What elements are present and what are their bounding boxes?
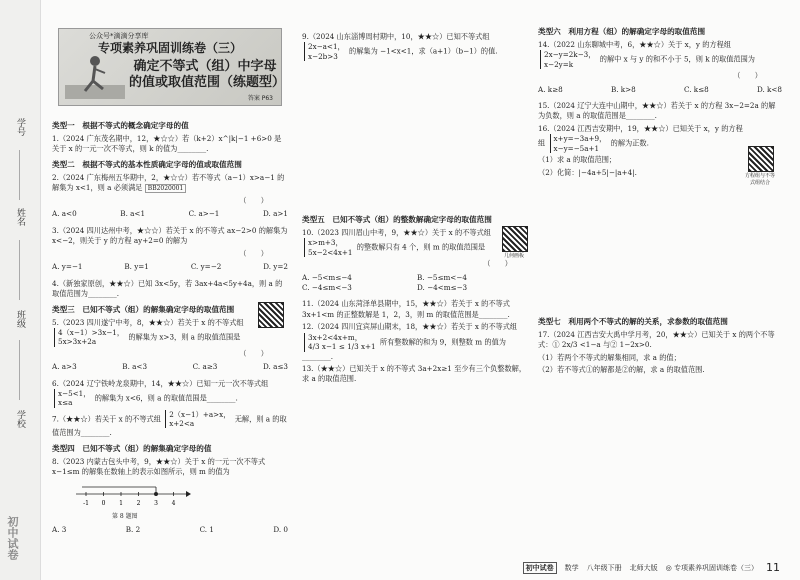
system-line-2: x−2b>3 <box>308 51 338 61</box>
question-1: 1.（2024 广东茂名期中，12，★☆☆）若（k+2）x^|k|−1 +6>0 是关于 x 的一元一次不等式，则 k 的值为________. <box>52 134 282 154</box>
question-16-tail: 的解为正数. <box>610 138 649 148</box>
question-13: 13.（★★☆）已知关于 x 的不等式 3a+2x≥1 至少有三个负整数解，求 a 的取值范围. <box>302 363 527 384</box>
question-10-options <box>302 273 532 294</box>
question-10-text: 10.（2023 四川眉山中考，9，★★☆）关于 x 的不等式组 <box>302 228 491 237</box>
question-17-part-1: （1）若两个不等式的解集相同，求 a 的值； <box>538 352 681 362</box>
option-d: D. −4<m≤−3 <box>417 283 468 293</box>
question-12 <box>302 322 532 362</box>
question-9 <box>302 32 532 61</box>
tick-label: 4 <box>171 499 176 507</box>
binding-mark: 初中试卷 <box>6 516 19 560</box>
publisher-label: 公众号*滴滴分享库 <box>89 32 149 40</box>
section-type-1: 类型一 根据不等式的概念确定字母的值 <box>52 121 189 130</box>
option-c: C. y=−2 <box>190 262 222 272</box>
qr-code[interactable] <box>258 302 284 328</box>
qr-code[interactable] <box>502 226 528 252</box>
question-12-text: 12.（2024 四川宜宾屏山期末，18，★★☆）若关于 x 的不等式组 <box>302 322 518 332</box>
question-7-tail: 无解，则 a 的取值范围为________. <box>52 414 287 438</box>
column-right-lower <box>538 312 782 378</box>
question-3: 3.（2024 四川达州中考，★☆☆）若关于 x 的不等式 ax−2>0 的解集为 x<−2，则关于 y 的方程 ay+2=0 的解为 <box>52 225 288 246</box>
qr-code[interactable] <box>748 146 774 172</box>
question-5-options <box>52 362 288 372</box>
question-4: 4.（新独家原创，★★☆）已知 3x<5y，若 3ax+4a<5y+4a，则 a 的取值范围为________. <box>52 278 283 299</box>
question-15: 15.（2024 辽宁大连中山期中，★★☆）若关于 x 的方程 3x−2=2a 的解为负数，则 a 的取值范围是________. <box>538 101 776 121</box>
binding-line <box>19 150 20 200</box>
question-14-tail: 的解中 x 与 y 的和不小于 5，则 k 的取值范围为 <box>599 54 755 64</box>
question-11: 11.（2024 山东菏泽单县期中，15，★★☆）若关于 x 的不等式 3x+1<m 的正整数解是 1，2，3，则 m 的取值范围是________. <box>302 299 510 319</box>
question-16-part-1: （1）求 a 的取值范围； <box>538 155 617 165</box>
question-17-text: 17.（2024 江西吉安大禹中学月考，20，★★☆）已知关于 x 的两个不等式：① <box>538 330 775 350</box>
page-footer <box>523 561 780 574</box>
column-left <box>52 116 288 541</box>
section-type-6: 类型六 利用方程（组）的解确定字母的取值范围 <box>538 27 706 36</box>
binding-margin <box>0 0 41 580</box>
inequality-system <box>165 410 230 429</box>
option-b: B. a<3 <box>122 362 148 372</box>
title-banner <box>58 28 286 106</box>
question-14 <box>538 40 782 69</box>
field-class: 班级 <box>15 310 25 328</box>
system-line-1: 2（x−1）+a>x， <box>169 409 231 419</box>
option-a: A. a>3 <box>52 362 77 372</box>
question-8-options <box>52 525 288 535</box>
question-2-options <box>52 209 288 219</box>
question-6-tail: 的解集为 x<6，则 a 的取值范围是________. <box>94 393 238 403</box>
question-8: 8.（2023 内蒙古包头中考，9，★★☆）关于 x 的一元一次不等式 x−1≤m 的解集在数轴上的表示如图所示，则 m 的值为 <box>52 456 266 477</box>
system-line-2: x−2y=k <box>544 59 574 69</box>
question-6-text: 6.（2024 辽宁铁岭龙泉期中，14，★★☆）已知一元一次不等式组 <box>52 378 269 388</box>
question-7 <box>52 410 288 439</box>
tick-label: 1 <box>119 499 123 507</box>
answer-paren: （ ） <box>483 259 512 269</box>
option-d: D. y=2 <box>263 262 288 272</box>
option-b: B. a<1 <box>120 209 146 219</box>
question-5 <box>52 318 288 347</box>
question-3-options <box>52 262 288 272</box>
footer-subject: 数学 <box>564 563 579 572</box>
option-a: A. k≥8 <box>538 84 563 94</box>
system-line-1: x+y=−3a+9， <box>553 134 607 144</box>
question-10 <box>302 228 532 257</box>
runner-figure <box>65 51 125 99</box>
option-c: C. 1 <box>199 524 214 534</box>
system-line-2: 4/3 x−1 ≤ 1/3 x+1 <box>308 342 376 352</box>
footer-brand: 初中试卷 <box>523 562 557 574</box>
number-line-figure <box>72 484 288 522</box>
system-line-1: 2x−y=2k−3， <box>544 50 596 60</box>
option-b: B. 2 <box>125 524 141 534</box>
section-type-3: 类型三 已知不等式（组）的解集确定字母的取值范围 <box>52 304 235 314</box>
section-type-2: 类型二 根据不等式的基本性质确定字母的值或取值范围 <box>52 159 242 169</box>
inequality-system <box>304 238 352 257</box>
equation-system <box>550 134 607 153</box>
option-b: B. −5≤m<−4 <box>417 272 467 282</box>
section-type-5: 类型五 已知不等式（组）的整数解确定字母的取值范围 <box>302 215 492 224</box>
question-17-part-2: （2）若不等式①的解都是②的解，求 a 的取值范围. <box>538 365 705 375</box>
column-right <box>538 22 782 180</box>
question-17 <box>538 330 782 351</box>
tick-label: -1 <box>83 499 89 507</box>
page-number: 11 <box>766 561 780 574</box>
option-c: C. a≥3 <box>192 362 218 372</box>
answer-paren: （ ） <box>239 248 268 258</box>
tick-label: 2 <box>136 499 141 507</box>
option-c: C. k≤8 <box>683 84 709 94</box>
system-line-2: x≤a <box>58 398 73 408</box>
question-5-tail: 的解集为 x>3，则 a 的取值范围是 <box>128 332 241 342</box>
option-a: A. a<0 <box>52 209 77 219</box>
option-a: A. −5<m≤−4 <box>302 272 352 282</box>
option-d: D. a>1 <box>263 209 288 219</box>
answer-paren: （ ） <box>239 196 268 205</box>
banner-subtitle: 确定不等式（组）中字母的值或取值范围（练题型） <box>129 59 286 91</box>
system-line-1: 2x−a<1， <box>308 42 345 52</box>
question-16 <box>538 124 782 153</box>
system-line-2: 5x>3x+2a <box>58 337 97 347</box>
system-line-2: x+2<a <box>169 419 195 429</box>
tick-label: 0 <box>101 499 106 507</box>
question-9-tail: 的解集为 −1<x<1，求（a+1）（b−1）的值. <box>349 46 498 56</box>
qr-label: 几何画板 <box>503 253 524 259</box>
system-line-1: 4（x−1）>3x−1， <box>58 327 125 337</box>
question-2 <box>52 173 288 194</box>
option-d: D. k<8 <box>756 84 782 94</box>
question-14-options <box>538 85 782 95</box>
footer-edition: 北师大版 <box>629 563 658 572</box>
number-line <box>72 484 192 510</box>
option-d: D. a≤3 <box>263 362 288 372</box>
answer-ref: 答案 P63 <box>247 95 273 102</box>
banner-title: 专项素养巩固训练卷（三） <box>97 41 242 55</box>
question-16-text: 16.（2024 江西吉安期中，19，★★☆）已知关于 x，y 的方程组 <box>538 123 743 148</box>
question-2-code: BB2020001 <box>145 184 187 193</box>
question-9-text: 9.（2024 山东淄博周村期中，10，★★☆）已知不等式组 <box>302 32 490 41</box>
answer-paren: （ ） <box>733 71 762 81</box>
system-line-1: x>m+3， <box>308 238 343 248</box>
binding-line <box>19 340 20 400</box>
field-name: 姓名 <box>15 208 25 226</box>
option-b: B. k>8 <box>610 84 636 94</box>
tick-label: 3 <box>154 499 158 507</box>
inequality-system <box>304 42 345 61</box>
binding-line <box>19 240 20 300</box>
field-school: 学校 <box>15 410 25 428</box>
option-c: C. −4≤m<−3 <box>302 283 352 293</box>
answer-paren: （ ） <box>239 348 268 358</box>
system-line-2: x−y=−5a+1 <box>553 143 600 153</box>
inequality-system <box>54 389 90 408</box>
equation-system <box>540 50 595 69</box>
question-2-text: 2.（2024 广东梅州五华期中，2，★☆☆）若不等式（a−1）x>a−1 的解集为 x<1，则 a 必须满足 <box>52 172 285 193</box>
section-type-4: 类型四 已知不等式（组）的解集确定字母的值 <box>52 443 212 453</box>
system-line-1: x−5<1， <box>58 388 91 398</box>
option-d: D. 0 <box>273 524 288 534</box>
option-c: C. a>−1 <box>188 209 220 219</box>
inequality-system <box>54 328 124 347</box>
question-16-part-2: （2）化简：|−4a+5|−|a+4|. <box>538 167 637 177</box>
question-10-tail: 的整数解只有 4 个，则 m 的取值范围是 <box>356 242 486 252</box>
section-type-7: 类型七 利用两个不等式的解的关系，求参数的取值范围 <box>538 317 728 326</box>
footer-grade: 八年级下册 <box>586 563 622 572</box>
question-5-text: 5.（2023 四川遂宁中考，8，★★☆）若关于 x 的不等式组 <box>52 317 244 327</box>
option-a: A. y=−1 <box>52 262 83 272</box>
question-7-text: 7.（★★☆）若关于 x 的不等式组 <box>52 414 161 424</box>
question-12-tail: 所有整数解的和为 9，则整数 m 的值为________. <box>302 337 506 361</box>
field-student-id: 学号 <box>15 118 25 136</box>
column-middle <box>302 30 532 63</box>
question-14-text: 14.（2022 山东聊城中考，6，★★☆）关于 x，y 的方程组 <box>538 40 732 49</box>
inequality-system <box>304 333 376 352</box>
qr-label: 方程组与不等式组结合 <box>745 173 776 186</box>
system-line-2: 5x−2<4x+1 <box>308 247 353 257</box>
system-line-1: 3x+2<4x+m， <box>308 332 362 342</box>
footer-title: ◎ 专项素养巩固训练卷（三） <box>665 563 758 572</box>
option-b: B. y=1 <box>124 262 149 272</box>
question-17-inequality: 2x/3 <1−a 与② 1−2x>0. <box>561 340 652 350</box>
column-middle-lower <box>302 210 532 387</box>
question-6 <box>52 379 288 408</box>
figure-caption: 第 8 题图 <box>112 513 138 521</box>
option-a: A. 3 <box>52 524 67 534</box>
